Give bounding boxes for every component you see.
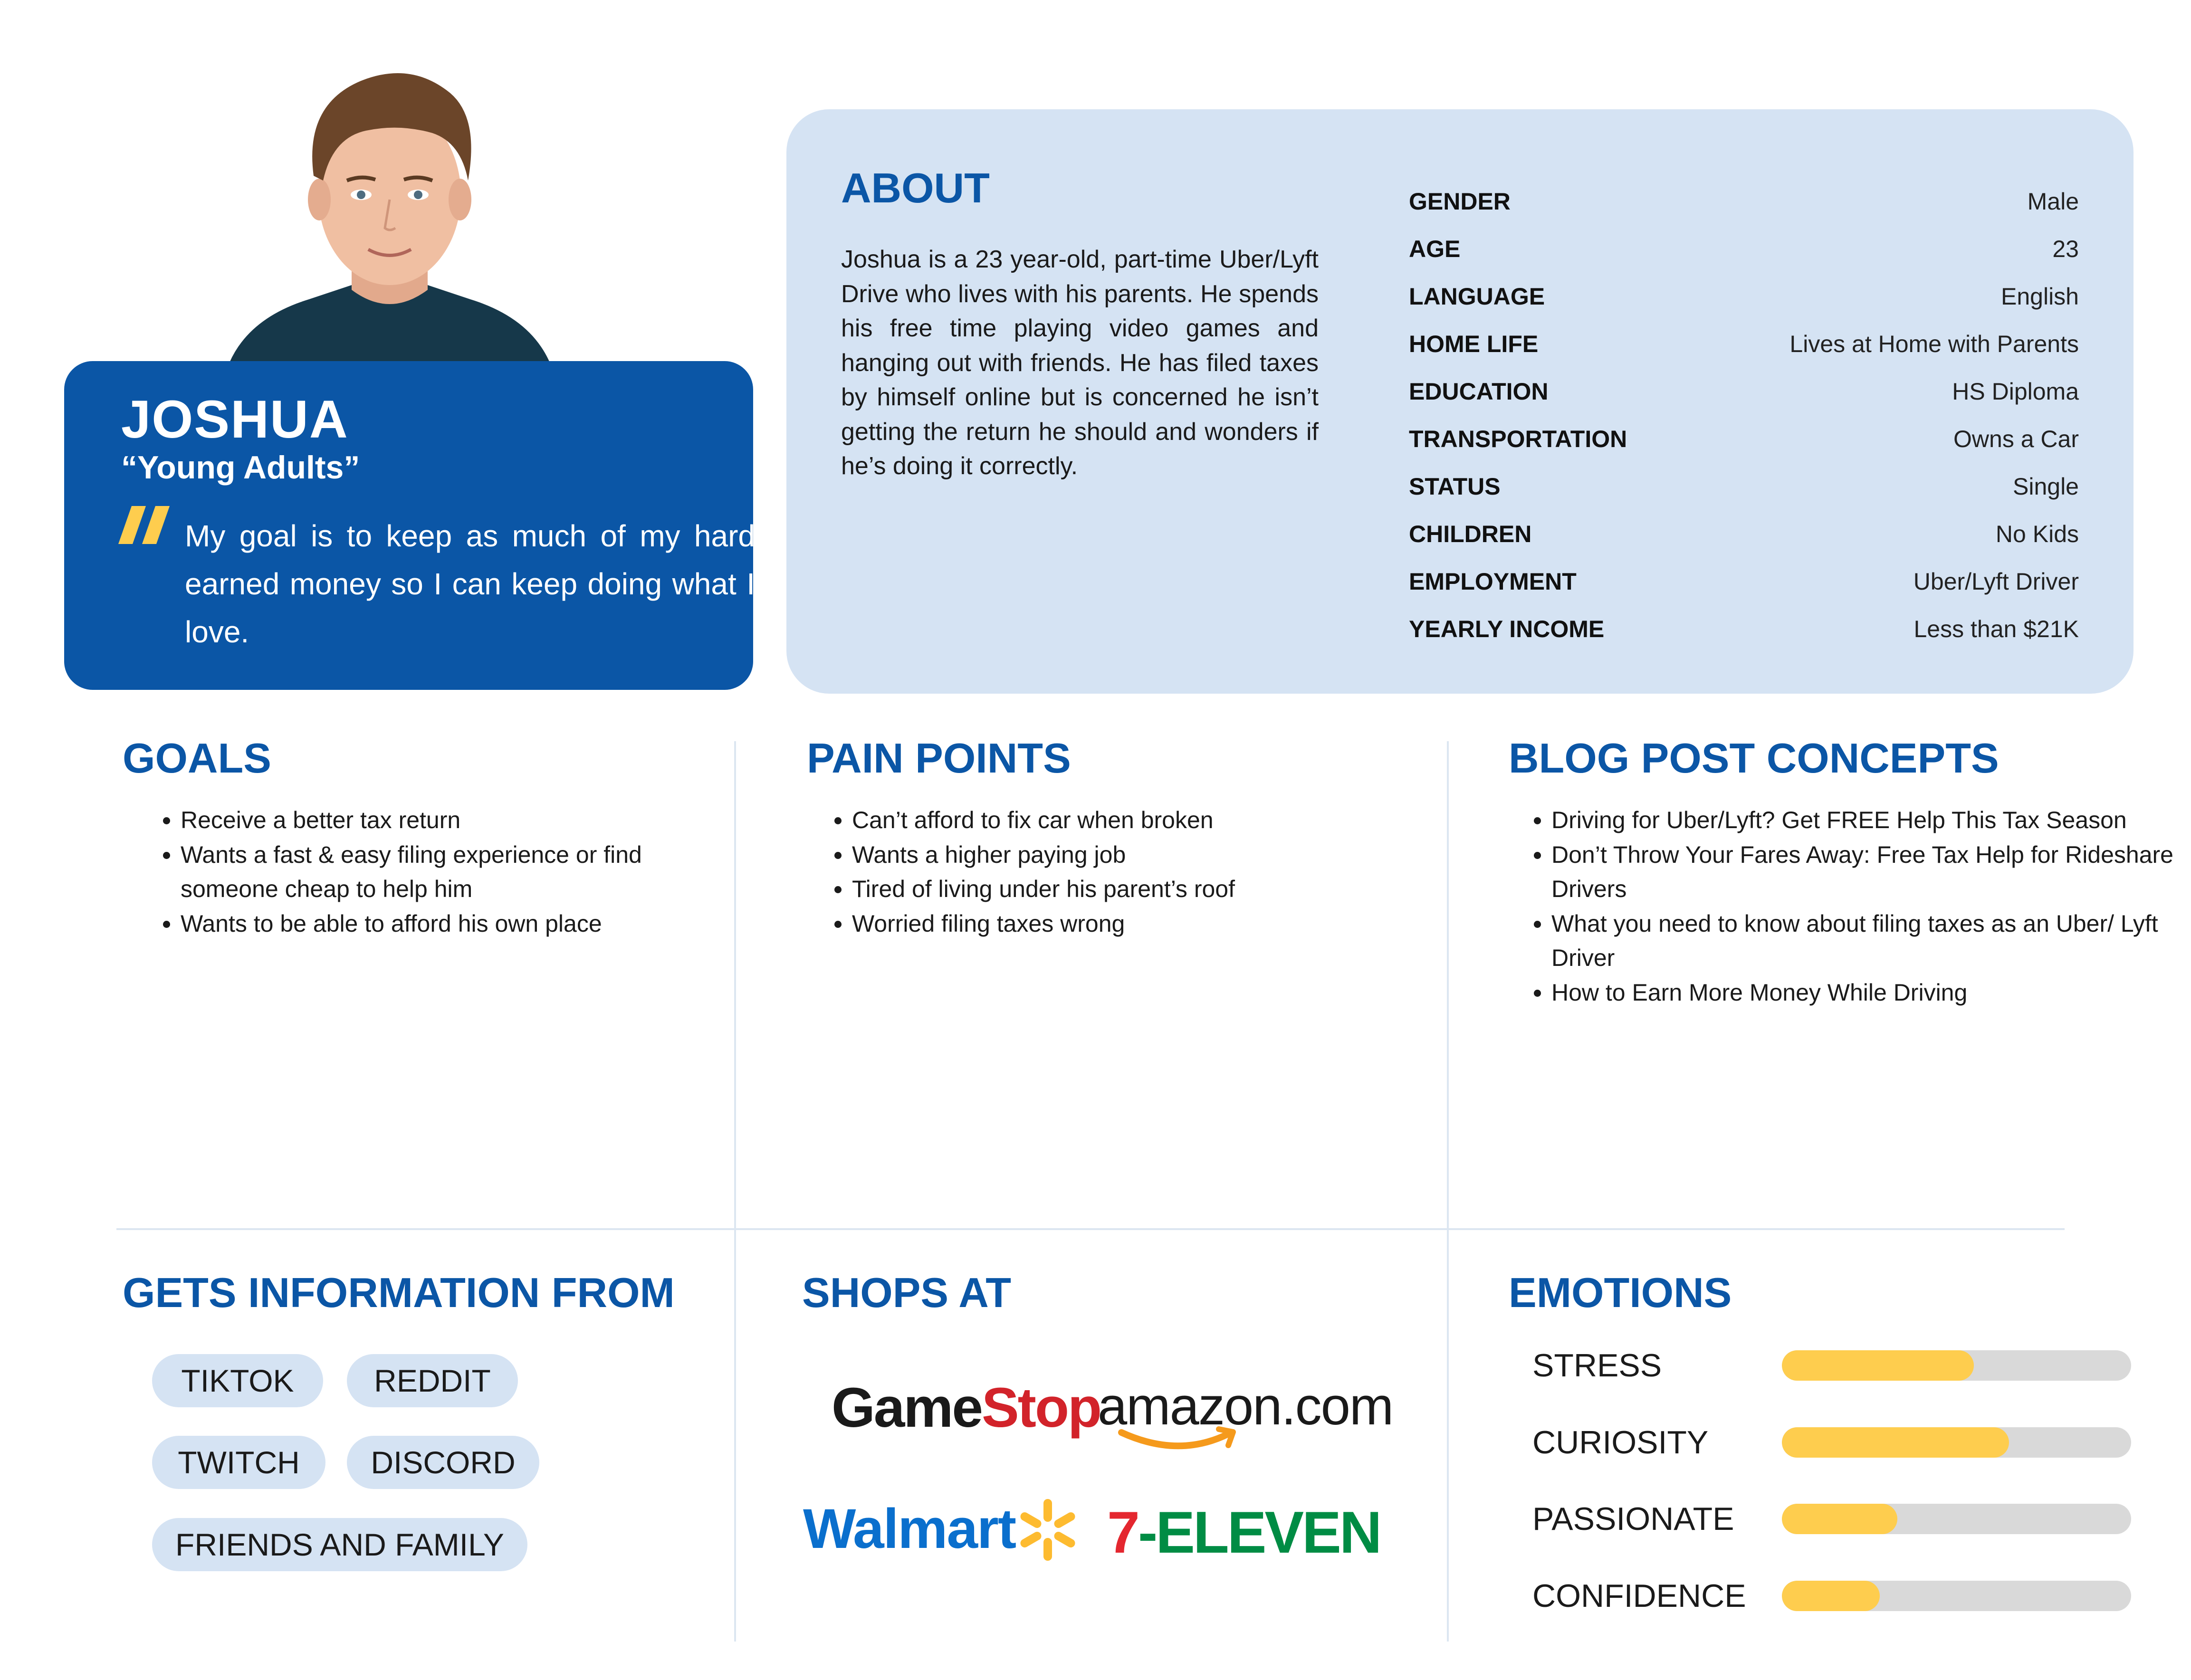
- column-divider: [1447, 741, 1449, 1642]
- amazon-smile-icon: [1117, 1425, 1240, 1454]
- emotion-bar-track: [1782, 1350, 2131, 1381]
- emotion-label: PASSIONATE: [1532, 1501, 1734, 1537]
- attribute-label: STATUS: [1409, 473, 1501, 500]
- list-item: • Tired of living under his parent’s roof: [852, 872, 1446, 907]
- list-item: • How to Earn More Money While Driving: [1551, 975, 2179, 1010]
- list-item: • Worried filing taxes wrong: [852, 907, 1446, 941]
- attribute-value: Owns a Car: [1953, 426, 2079, 452]
- attribute-label: CHILDREN: [1409, 521, 1532, 547]
- attribute-label: GENDER: [1409, 188, 1511, 215]
- attribute-label: TRANSPORTATION: [1409, 426, 1627, 452]
- attribute-value: English: [2001, 283, 2079, 310]
- list-item: • Don’t Throw Your Fares Away: Free Tax Help for Rideshare Drivers: [1551, 838, 2179, 907]
- walmart-spark-icon: [1014, 1497, 1081, 1563]
- about-heading: ABOUT: [841, 164, 990, 211]
- attribute-label: LANGUAGE: [1409, 283, 1545, 310]
- persona-photo: [209, 52, 570, 366]
- column-divider: [734, 741, 736, 1642]
- list-item: • Receive a better tax return: [181, 803, 684, 838]
- attribute-row: [1409, 188, 2079, 235]
- attribute-label: HOME LIFE: [1409, 331, 1539, 357]
- emotion-label: CONFIDENCE: [1532, 1578, 1746, 1614]
- emotion-label: STRESS: [1532, 1347, 1662, 1384]
- attribute-label: AGE: [1409, 236, 1461, 262]
- info-source-pill: TIKTOK: [152, 1354, 323, 1407]
- attribute-label: EDUCATION: [1409, 378, 1549, 405]
- attribute-value: Uber/Lyft Driver: [1913, 568, 2079, 595]
- emotion-bar-track: [1782, 1581, 2131, 1611]
- about-panel: [786, 109, 2134, 694]
- row-divider: [116, 1228, 2065, 1230]
- attribute-row: [1409, 425, 2079, 473]
- attribute-value: Less than $21K: [1914, 616, 2079, 642]
- attribute-label: YEARLY INCOME: [1409, 616, 1605, 642]
- attribute-row: [1409, 330, 2079, 378]
- attribute-row: [1409, 235, 2079, 283]
- pain-points-list: [821, 803, 1446, 941]
- about-bio: Joshua is a 23 year-old, part-time Uber/Lyft Drive who lives with his parents. He spends his free time playing video games and hanging out with friends. He has filed taxes by himself online but is concerned he isn’t getting the return he should and wonders if he’s doing it correctly.: [841, 246, 1319, 480]
- blog-list: [1521, 803, 2179, 1010]
- list-item: • Wants a higher paying job: [852, 838, 1446, 872]
- list-item: • Driving for Uber/Lyft? Get FREE Help This Tax Season: [1551, 803, 2179, 838]
- persona-segment: “Young Adults”: [121, 449, 360, 486]
- attribute-row: [1409, 283, 2079, 330]
- goals-list: [150, 803, 684, 941]
- persona-quote: My goal is to keep as much of my hard earned money so I can keep doing what I love.: [185, 519, 755, 649]
- quote-icon: [117, 504, 170, 546]
- emotion-bar-fill: [1782, 1581, 1880, 1611]
- attribute-value: Lives at Home with Parents: [1789, 331, 2079, 357]
- attribute-label: EMPLOYMENT: [1409, 568, 1577, 595]
- blog-heading: BLOG POST CONCEPTS: [1509, 735, 1999, 782]
- emotion-bar-track: [1782, 1427, 2131, 1458]
- attribute-value: Single: [2013, 473, 2079, 500]
- pain-points-heading: PAIN POINTS: [807, 735, 1071, 782]
- seven-eleven-logo: 7-ELEVEN: [1107, 1500, 1380, 1565]
- attribute-value: 23: [2052, 236, 2079, 262]
- emotions-heading: EMOTIONS: [1509, 1269, 1732, 1316]
- list-item: • Can’t afford to fix car when broken: [852, 803, 1446, 838]
- emotion-bar-track: [1782, 1504, 2131, 1534]
- attribute-row: [1409, 520, 2079, 568]
- amazon-logo: amazon.com: [1098, 1375, 1392, 1451]
- attribute-row: [1409, 473, 2079, 520]
- attribute-value: Male: [2027, 188, 2079, 215]
- emotion-bar-fill: [1782, 1504, 1897, 1534]
- persona-card: [64, 361, 753, 690]
- goals-heading: GOALS: [123, 735, 271, 782]
- attribute-row: [1409, 378, 2079, 425]
- gamestop-logo: GameStop: [832, 1376, 1101, 1439]
- emotion-bar-fill: [1782, 1427, 2009, 1458]
- list-item: • Wants to be able to afford his own place: [181, 907, 684, 941]
- persona-name: JOSHUA: [121, 390, 349, 449]
- attribute-value: No Kids: [1995, 521, 2079, 547]
- emotion-bar-fill: [1782, 1350, 1974, 1381]
- attribute-row: [1409, 615, 2079, 663]
- attribute-value: HS Diploma: [1952, 378, 2079, 405]
- attribute-row: [1409, 568, 2079, 615]
- info-source-pill: TWITCH: [152, 1436, 325, 1489]
- list-item: • Wants a fast & easy filing experience or find someone cheap to help him: [181, 838, 684, 907]
- walmart-logo: Walmart: [803, 1498, 1016, 1560]
- info-source-pill: FRIENDS AND FAMILY: [152, 1518, 527, 1571]
- emotion-label: CURIOSITY: [1532, 1424, 1709, 1460]
- info-sources-heading: GETS INFORMATION FROM: [123, 1269, 675, 1316]
- info-source-pill: REDDIT: [347, 1354, 518, 1407]
- shops-heading: SHOPS AT: [802, 1269, 1012, 1316]
- info-source-pill: DISCORD: [347, 1436, 539, 1489]
- list-item: • What you need to know about filing taxes as an Uber/ Lyft Driver: [1551, 907, 2179, 975]
